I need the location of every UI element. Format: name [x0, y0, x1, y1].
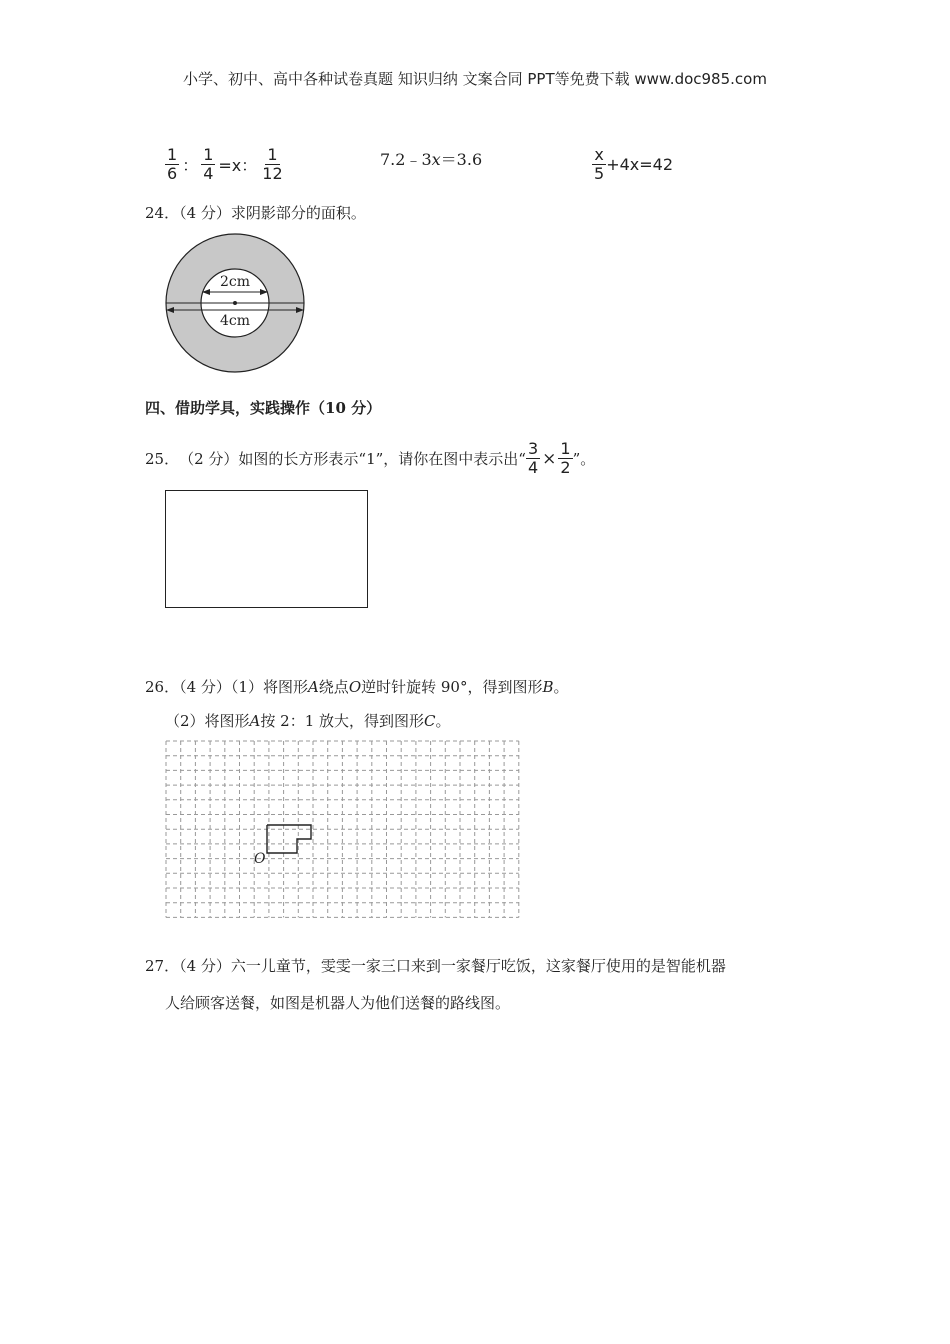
center-point [233, 301, 237, 305]
inner-diameter-label: 2cm [219, 274, 251, 290]
outer-diameter-label: 4cm [219, 313, 251, 329]
question-25: 25． （2 分）如图的长方形表示“1”，请你在图中表示出“ $\frac{3}{4}$ × $\frac{1}{2}$ ”。 [145, 439, 596, 477]
fraction: $\frac{1}{2}$ [560, 439, 571, 477]
fraction: $\frac{3}{4}$ [527, 439, 539, 477]
equation-linear: 7.2﹣3x＝3.6 [380, 150, 483, 169]
question-26-line1: 26．（4 分）（1）将图形A绕点O逆时针旋转 90°，得到图形B。 [145, 678, 569, 696]
fraction: $\frac{1}{12}$ [262, 145, 283, 183]
fraction: $\frac{1}{4}$ [203, 145, 214, 183]
grid-figure [160, 738, 532, 926]
point-o-label: O [254, 851, 266, 867]
question-26-line2: （2）将图形A按 2：1 放大，得到图形C。 [165, 712, 451, 730]
annulus-figure [160, 228, 312, 376]
equation-proportion: $\frac{1}{6}$ ： $\frac{1}{4}$ =x： $\frac{1}{12}$ [167, 145, 283, 183]
unit-rectangle [165, 490, 368, 608]
dashed-grid [166, 741, 519, 917]
section-title: 四、借助学具，实践操作（10 分） [145, 399, 382, 417]
fraction: $\frac{x}{5}$ [594, 145, 605, 183]
question-24: 24．（4 分）求阴影部分的面积。 [145, 204, 366, 222]
fraction: $\frac{1}{6}$ [167, 145, 178, 183]
question-27-line2: 人给顾客送餐，如图是机器人为他们送餐的路线图。 [165, 994, 511, 1012]
equation-fraction-x: $\frac{x}{5}$ +4x=42 [594, 145, 674, 183]
question-27-line1: 27．（4 分）六一儿童节，雯雯一家三口来到一家餐厅吃饭，这家餐厅使用的是智能机器 [145, 957, 726, 975]
page-header: 小学、初中、高中各种试卷真题 知识归纳 文案合同 PPT等免费下载 www.doc985.com [183, 70, 767, 88]
